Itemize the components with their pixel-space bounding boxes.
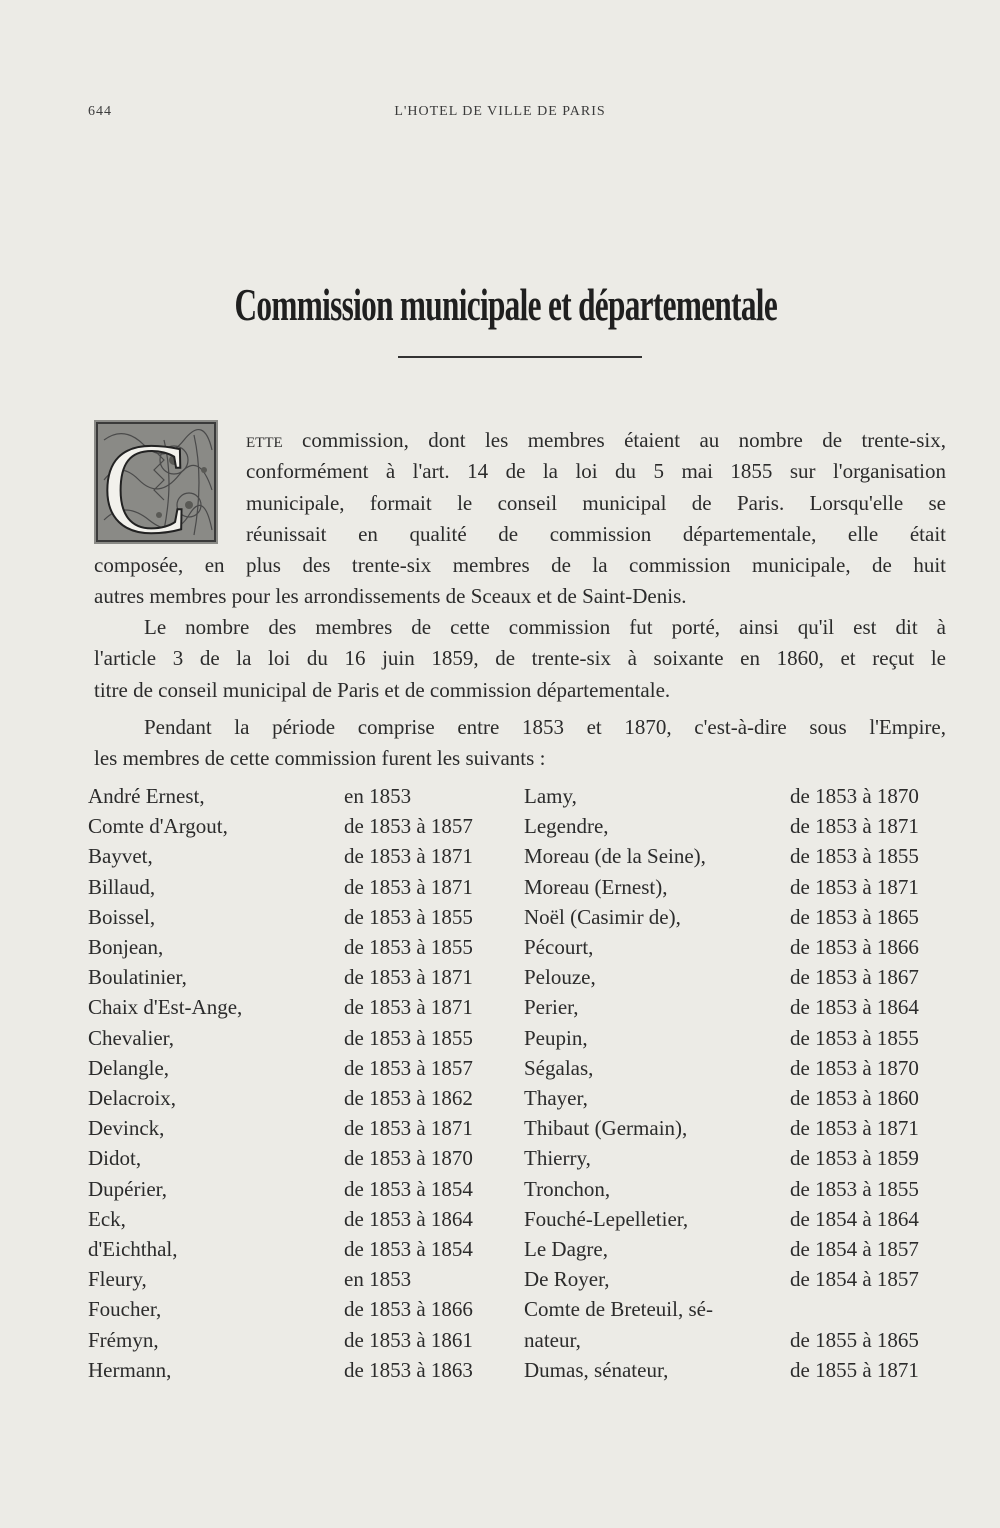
paragraph-1-line-2: conformément à l'art. 14 de la loi du 5 mai 1855 sur l'organisation xyxy=(246,459,946,484)
member-name-left: Hermann, xyxy=(88,1357,172,1382)
member-dates-left: de 1853 à 1854 xyxy=(344,1176,473,1201)
member-dates-left: de 1853 à 1871 xyxy=(344,844,473,869)
member-dates-right: de 1854 à 1864 xyxy=(790,1206,919,1231)
member-name-right: Thierry, xyxy=(524,1146,591,1171)
dropcap-word-rest: ette xyxy=(246,428,283,452)
member-dates-right: de 1853 à 1866 xyxy=(790,935,919,959)
member-dates-left: de 1853 à 1855 xyxy=(344,904,473,929)
paragraph-1-opening xyxy=(246,425,946,551)
member-dates-right: de 1853 à 1864 xyxy=(790,995,919,1020)
member-row xyxy=(0,1358,1000,1388)
member-row xyxy=(0,1086,1000,1116)
member-dates-left: de 1853 à 1866 xyxy=(344,1297,473,1322)
member-name-left: Devinck, xyxy=(88,1116,165,1141)
member-name-right: Le Dagre, xyxy=(524,1237,608,1261)
member-row xyxy=(0,965,1000,995)
member-row xyxy=(0,1116,1000,1146)
member-dates-right: de 1853 à 1871 xyxy=(790,874,919,899)
member-name-left: Fleury, xyxy=(88,1267,147,1292)
member-name-right: Moreau (de la Seine), xyxy=(524,844,706,869)
paragraph-3 xyxy=(94,712,946,775)
section-title: Commission municipale et départementale xyxy=(234,279,778,330)
member-dates-right: de 1853 à 1860 xyxy=(790,1086,919,1110)
member-name-right: Comte de Breteuil, sé- xyxy=(524,1297,713,1322)
paragraph-1-line-4: réunissait en qualité de commission départementale, elle était xyxy=(246,522,946,547)
member-dates-left: de 1853 à 1861 xyxy=(344,1327,473,1352)
member-name-left: Chaix d'Est-Ange, xyxy=(88,995,243,1020)
member-name-left: d'Eichthal, xyxy=(88,1237,178,1261)
paragraph-1-line-6: autres membres pour les arrondissements de Sceaux et de Saint-Denis. xyxy=(94,584,687,609)
member-dates-right: de 1853 à 1870 xyxy=(790,1055,919,1080)
member-dates-right: de 1853 à 1870 xyxy=(790,784,919,808)
paragraph-1-line-3: municipale, formait le conseil municipal de Paris. Lorsqu'elle se xyxy=(246,490,946,515)
member-row xyxy=(0,1146,1000,1176)
member-dates-left: de 1853 à 1862 xyxy=(344,1086,473,1110)
member-name-left: Chevalier, xyxy=(88,1025,175,1050)
member-name-left: Delangle, xyxy=(88,1055,170,1080)
member-name-right: Pelouze, xyxy=(524,965,596,990)
member-row xyxy=(0,875,1000,905)
member-name-left: Dupérier, xyxy=(88,1176,168,1201)
member-row xyxy=(0,1056,1000,1086)
paragraph-2-line-3: titre de conseil municipal de Paris et de commission départementale. xyxy=(94,677,671,702)
member-dates-left: de 1853 à 1855 xyxy=(344,1025,473,1050)
paragraph-3-line-2: les membres de cette commission furent les suivants : xyxy=(94,746,546,771)
member-row xyxy=(0,995,1000,1025)
member-row xyxy=(0,1328,1000,1358)
member-dates-left: en 1853 xyxy=(344,1267,412,1292)
member-row xyxy=(0,1267,1000,1297)
member-row xyxy=(0,814,1000,844)
member-name-right: Dumas, sénateur, xyxy=(524,1357,669,1382)
member-dates-right: de 1855 à 1871 xyxy=(790,1357,919,1382)
member-dates-right: de 1853 à 1871 xyxy=(790,814,919,839)
member-name-left: André Ernest, xyxy=(88,784,205,808)
member-row xyxy=(0,935,1000,965)
member-name-left: Boulatinier, xyxy=(88,965,187,990)
member-name-right: Perier, xyxy=(524,995,579,1020)
member-name-left: Didot, xyxy=(88,1146,142,1171)
member-name-right: Tronchon, xyxy=(524,1176,611,1201)
member-name-right: Noël (Casimir de), xyxy=(524,904,681,929)
member-name-right: Lamy, xyxy=(524,784,577,808)
member-dates-left: de 1853 à 1857 xyxy=(344,1055,473,1080)
member-dates-right: de 1853 à 1867 xyxy=(790,965,919,990)
paragraph-1-line-1: commission, dont les membres étaient au nombre de trente-six, xyxy=(282,428,946,452)
member-name-right: De Royer, xyxy=(524,1267,610,1292)
paragraph-2-line-2: l'article 3 de la loi du 16 juin 1859, de trente-six à soixante en 1860, et reçut le xyxy=(94,646,946,671)
member-name-right: Thayer, xyxy=(524,1086,588,1110)
member-name-left: Comte d'Argout, xyxy=(88,814,228,839)
member-dates-right: de 1853 à 1859 xyxy=(790,1146,919,1171)
member-row xyxy=(0,1026,1000,1056)
member-dates-right: de 1853 à 1855 xyxy=(790,1025,919,1050)
member-dates-left: de 1853 à 1871 xyxy=(344,1116,473,1141)
member-name-left: Foucher, xyxy=(88,1297,162,1322)
member-name-left: Frémyn, xyxy=(88,1327,159,1352)
member-dates-left: de 1853 à 1864 xyxy=(344,1206,473,1231)
member-row xyxy=(0,905,1000,935)
member-name-right: Moreau (Ernest), xyxy=(524,874,668,899)
member-dates-left: de 1853 à 1871 xyxy=(344,995,473,1020)
member-name-left: Boissel, xyxy=(88,904,156,929)
member-name-left: Delacroix, xyxy=(88,1086,177,1110)
paragraph-3-line-1: Pendant la période comprise entre 1853 et 1870, c'est-à-dire sous l'Empire, xyxy=(144,715,946,739)
member-dates-left: en 1853 xyxy=(344,784,412,808)
paragraph-1-line-5: composée, en plus des trente-six membres de la commission municipale, de huit xyxy=(94,553,946,577)
member-name-left: Billaud, xyxy=(88,874,156,899)
page-number: 644 xyxy=(88,104,112,119)
page-header xyxy=(0,104,1000,126)
member-dates-right: de 1853 à 1871 xyxy=(790,1116,919,1141)
member-name-right: Ségalas, xyxy=(524,1055,594,1080)
member-dates-right: de 1854 à 1857 xyxy=(790,1267,919,1292)
member-name-left: Eck, xyxy=(88,1206,126,1231)
member-row xyxy=(0,844,1000,874)
paragraph-1-continued xyxy=(94,550,946,613)
member-name-right: Pécourt, xyxy=(524,935,594,959)
member-dates-left: de 1853 à 1855 xyxy=(344,935,473,959)
member-name-right: Legendre, xyxy=(524,814,609,839)
member-name-left: Bayvet, xyxy=(88,844,153,869)
title-divider xyxy=(398,356,642,358)
member-dates-right: de 1853 à 1865 xyxy=(790,904,919,929)
member-name-left: Bonjean, xyxy=(88,935,164,959)
paragraph-2-line-1: Le nombre des membres de cette commission fut porté, ainsi qu'il est dit à xyxy=(144,615,946,639)
member-name-right: Peupin, xyxy=(524,1025,588,1050)
member-dates-left: de 1853 à 1863 xyxy=(344,1357,473,1382)
member-dates-right: de 1853 à 1855 xyxy=(790,1176,919,1201)
member-row xyxy=(0,1297,1000,1327)
running-title: L'HOTEL DE VILLE DE PARIS xyxy=(394,104,606,119)
ornamental-dropcap-icon xyxy=(94,420,218,544)
member-name-right: Fouché-Lepelletier, xyxy=(524,1206,689,1231)
member-dates-left: de 1853 à 1854 xyxy=(344,1237,473,1261)
svg-text:C: C xyxy=(102,420,189,544)
member-row xyxy=(0,784,1000,814)
member-dates-left: de 1853 à 1857 xyxy=(344,814,473,839)
member-dates-right: de 1853 à 1855 xyxy=(790,844,919,869)
paragraph-2 xyxy=(94,612,946,706)
member-row xyxy=(0,1177,1000,1207)
member-dates-left: de 1853 à 1870 xyxy=(344,1146,473,1171)
member-name-right: Thibaut (Germain), xyxy=(524,1116,688,1141)
member-dates-left: de 1853 à 1871 xyxy=(344,965,473,990)
member-row xyxy=(0,1207,1000,1237)
member-name-right: nateur, xyxy=(524,1327,581,1352)
member-row xyxy=(0,1237,1000,1267)
member-dates-left: de 1853 à 1871 xyxy=(344,874,473,899)
member-dates-right: de 1854 à 1857 xyxy=(790,1237,919,1261)
member-dates-right: de 1855 à 1865 xyxy=(790,1327,919,1352)
